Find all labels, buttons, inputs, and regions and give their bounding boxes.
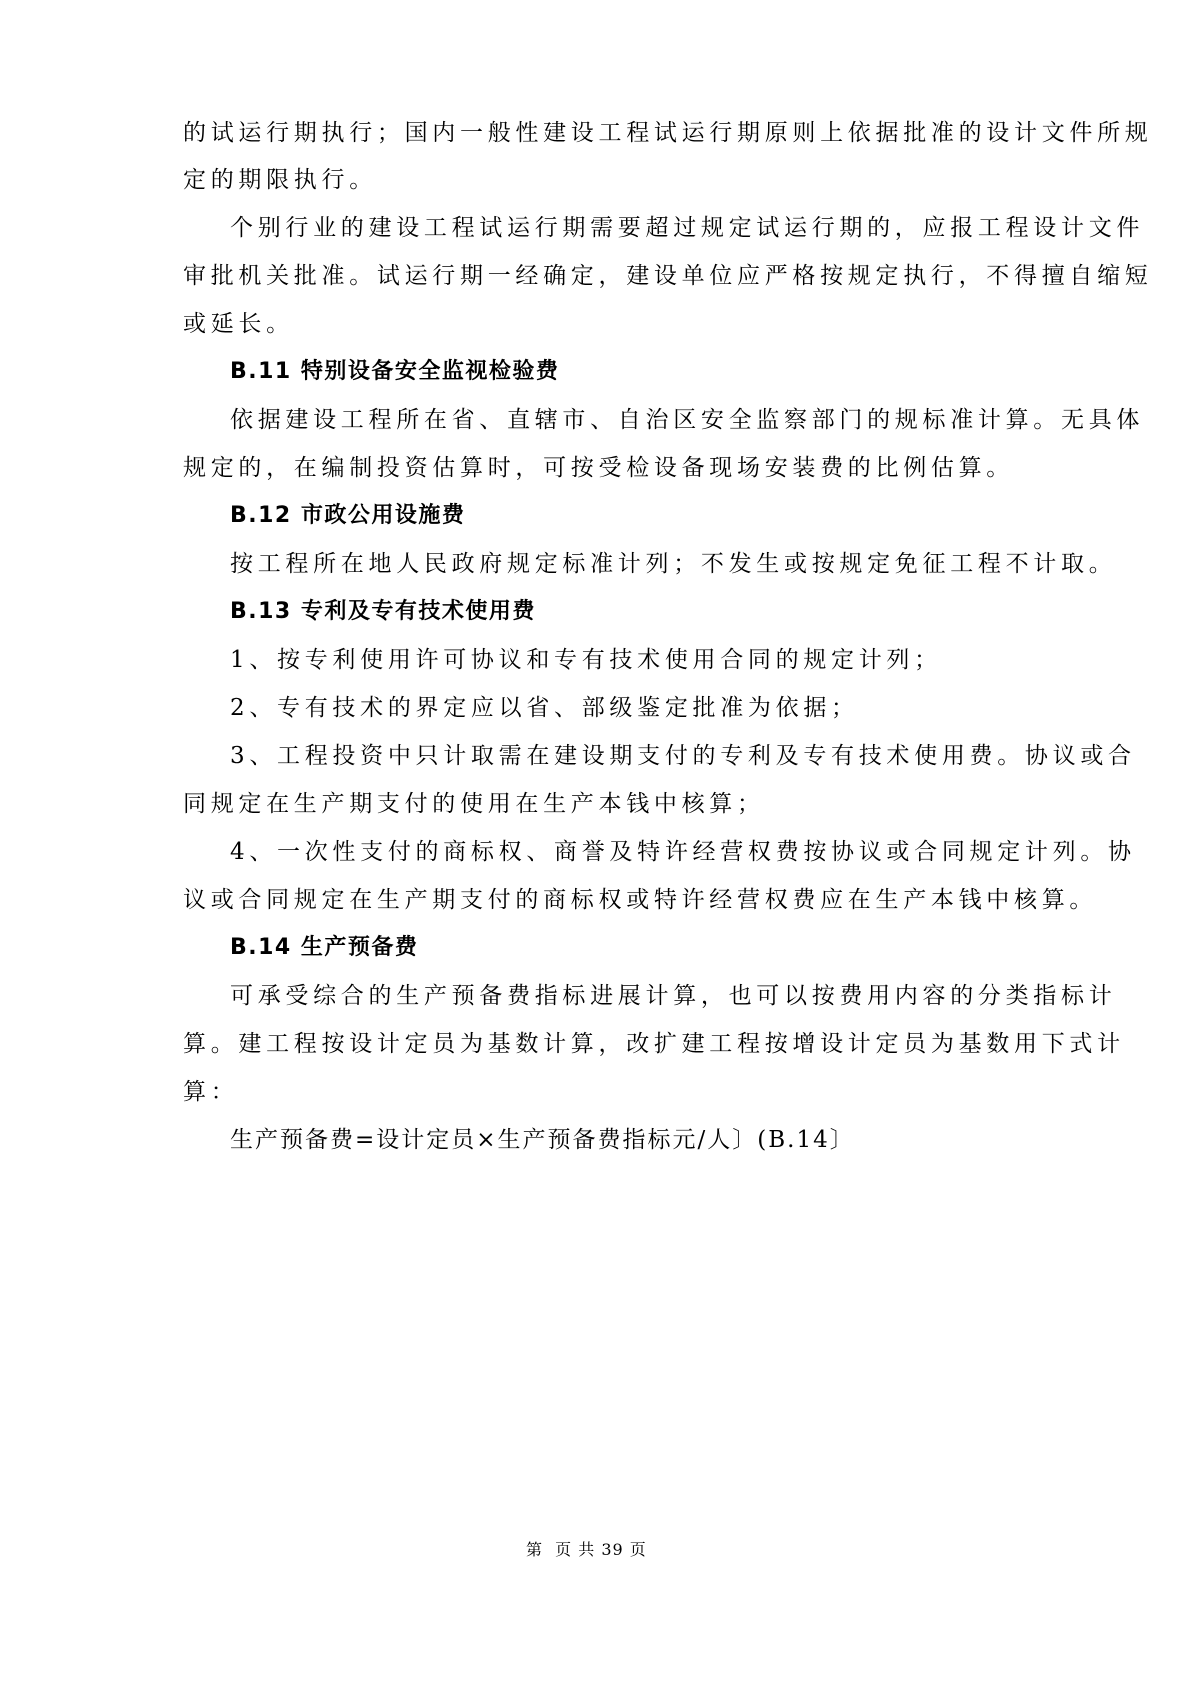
body-text-line: 个别行业的建设工程试运行期需要超过规定试运行期的，应报工程设计文件 <box>230 215 1145 241</box>
list-item: 4、一次性支付的商标权、商誉及特许经营权费按协议或合同规定计列。协 <box>230 839 1136 865</box>
body-text-line: 的试运行期执行；国内一般性建设工程试运行期原则上依据批准的设计文件所规 <box>183 120 1153 146</box>
body-text-line: 规定的，在编制投资估算时，可按受检设备现场安装费的比例估算。 <box>183 455 1014 481</box>
body-text-line: 或延长。 <box>183 311 294 337</box>
section-heading-b13: B.13 专利及专有技术使用费 <box>230 599 536 624</box>
formula-line: 生产预备费=设计定员×生产预备费指标元/人〕(B.14〕 <box>230 1127 855 1153</box>
list-item: 3、工程投资中只计取需在建设期支付的专利及专有技术使用费。协议或合 <box>230 743 1136 769</box>
body-text-line: 依据建设工程所在省、直辖市、自治区安全监察部门的规标准计算。无具体 <box>230 407 1145 433</box>
section-heading-b14: B.14 生产预备费 <box>230 935 419 960</box>
page-footer: 第 页 共 39 页 <box>526 1540 647 1559</box>
section-heading-b12: B.12 市政公用设施费 <box>230 503 466 528</box>
section-heading-b11: B.11 特别设备安全监视检验费 <box>230 359 560 384</box>
list-item-continuation: 同规定在生产期支付的使用在生产本钱中核算； <box>183 791 765 817</box>
body-text-line: 定的期限执行。 <box>183 167 377 193</box>
body-text-line: 算： <box>183 1079 239 1105</box>
body-text-line: 审批机关批准。试运行期一经确定，建设单位应严格按规定执行，不得擅自缩短 <box>183 263 1153 289</box>
body-text-line: 可承受综合的生产预备费指标进展计算，也可以按费用内容的分类指标计 <box>230 983 1117 1009</box>
list-item: 2、专有技术的界定应以省、部级鉴定批准为依据； <box>230 695 859 721</box>
list-item: 1、按专利使用许可协议和专有技术使用合同的规定计列； <box>230 647 942 673</box>
list-item-continuation: 议或合同规定在生产期支付的商标权或特许经营权费应在生产本钱中核算。 <box>183 887 1098 913</box>
body-text-line: 算。建工程按设计定员为基数计算，改扩建工程按增设计定员为基数用下式计 <box>183 1031 1125 1057</box>
body-text-line: 按工程所在地人民政府规定标准计列；不发生或按规定免征工程不计取。 <box>230 551 1117 577</box>
